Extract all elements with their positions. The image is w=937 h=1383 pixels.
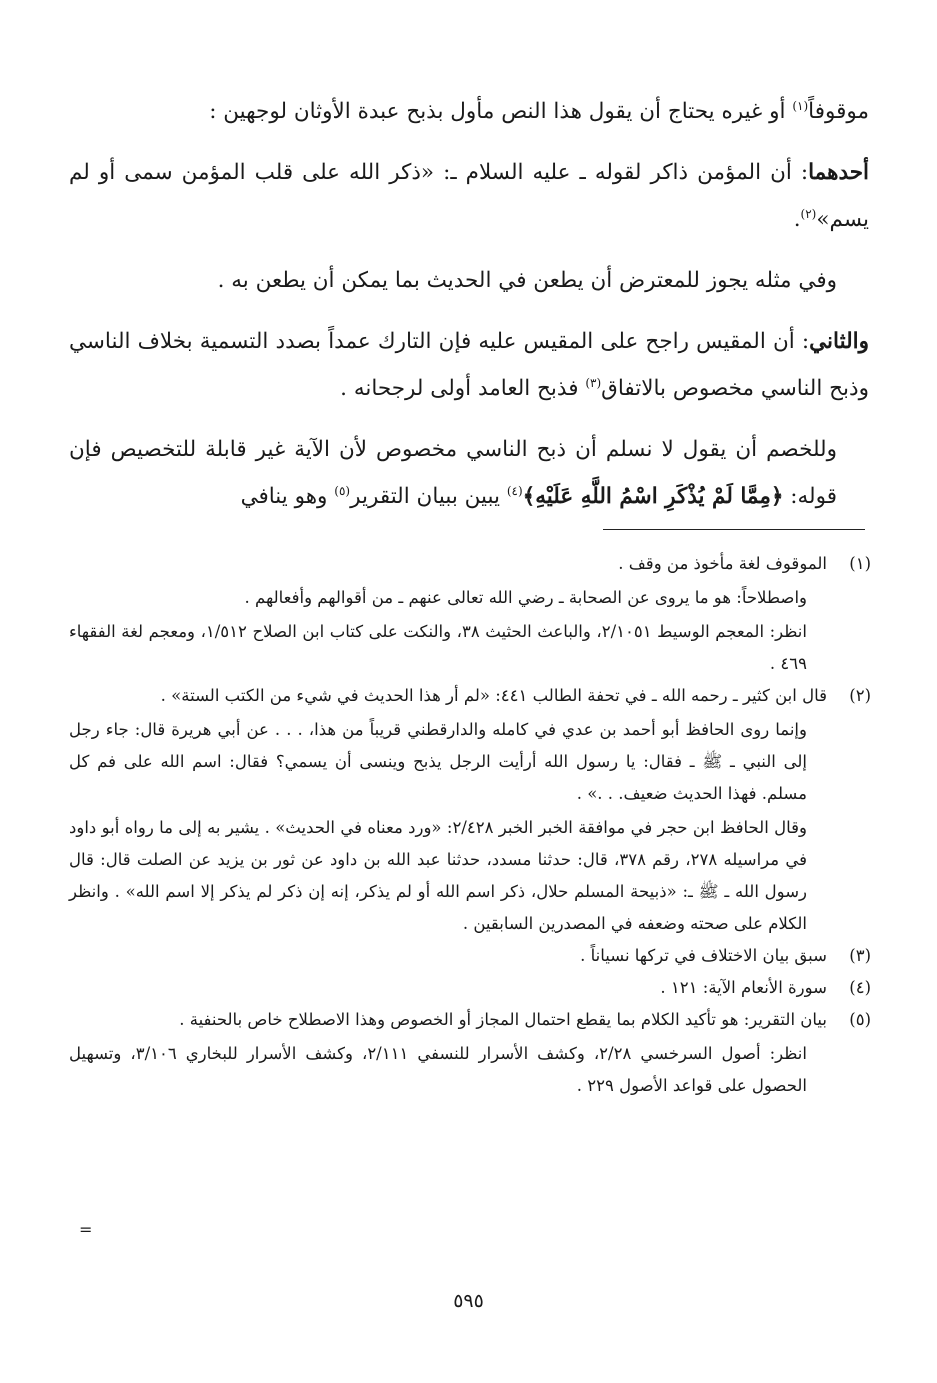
footnote-text: الموقوف لغة مأخوذ من وقف . bbox=[618, 554, 827, 573]
text: . bbox=[793, 207, 801, 232]
footnote-text: انظر: المعجم الوسيط ٢/١٠٥١، والباعث الحثيث ٣٨، والنكت على كتاب ابن الصلاح ١/٥١٢، ومعجم لغة الفقهاء ٤٦٩ . bbox=[69, 622, 807, 673]
footnote-text: سبق بيان الاختلاف في تركها نسياناً . bbox=[580, 946, 827, 965]
text: أو غيره يحتاج أن يقول هذا النص مأول بذبح عبدة الأوثان لوجهين : bbox=[209, 99, 793, 124]
footnote-5 bbox=[69, 1004, 871, 1102]
footnote-number: (٣) bbox=[849, 946, 871, 965]
text: يبين ببيان التقرير bbox=[350, 484, 507, 509]
footnote-separator bbox=[603, 529, 865, 530]
footnote-3 bbox=[69, 940, 871, 972]
footnote-number: (١) bbox=[849, 554, 871, 573]
text: وهو ينافي bbox=[240, 484, 335, 509]
paragraph-label: أحدهما bbox=[808, 160, 869, 185]
paragraph-opponent bbox=[69, 426, 869, 520]
paragraph-first-reason bbox=[69, 149, 869, 243]
footnote-1 bbox=[69, 548, 871, 680]
footnote-ref-2[interactable]: (٢) bbox=[800, 206, 817, 221]
paragraph-label: والثاني bbox=[809, 329, 869, 354]
text: موقوفاً bbox=[808, 99, 869, 124]
footnote-number: (٥) bbox=[849, 1010, 871, 1029]
footnote-text: بيان التقرير: هو تأكيد الكلام بما يقطع احتمال المجاز أو الخصوص وهذا الاصطلاح خاص بالحنفية . bbox=[179, 1010, 827, 1029]
footnote-text: قال ابن كثير ـ رحمه الله ـ في تحفة الطالب ٤٤١: «لم أر هذا الحديث في شيء من الكتب الستة» . bbox=[160, 686, 827, 705]
quran-verse: ﴿مِمَّا لَمْ يُذْكَرِ اسْمُ اللَّهِ عَلَيْهِ﴾ bbox=[522, 484, 784, 509]
footnote-text: واصطلاحاً: هو ما يروى عن الصحابة ـ رضي الله تعالى عنهم ـ من أقوالهم وأفعالهم . bbox=[244, 588, 807, 607]
text: : أن المؤمن ذاكر لقوله ـ عليه السلام ـ: «ذكر الله على قلب المؤمن سمى أو لم يسم» bbox=[69, 160, 869, 232]
text: وللخصم أن يقول لا نسلم أن ذبح الناسي مخصوص لأن الآية غير قابلة للتخصيص فإن قوله: bbox=[69, 437, 837, 509]
page-number: ٥٩٥ bbox=[453, 1290, 484, 1312]
footnotes bbox=[69, 548, 871, 1102]
footnote-number: (٢) bbox=[849, 686, 871, 705]
footnote-text: انظر: أصول السرخسي ٢/٢٨، وكشف الأسرار للنسفي ٢/١١١، وكشف الأسرار للبخاري ٣/١٠٦، وتسهيل الحصول على قواعد الأصول ٢٢٩ . bbox=[69, 1044, 807, 1095]
footnote-2 bbox=[69, 680, 871, 940]
paragraph-second-reason bbox=[69, 318, 869, 412]
paragraph-intro bbox=[69, 88, 869, 135]
footnote-4 bbox=[69, 972, 871, 1004]
main-text bbox=[69, 88, 869, 520]
footnote-ref-5[interactable]: (٥) bbox=[334, 483, 351, 498]
text: فذبح العامد أولى لرجحانه . bbox=[340, 376, 586, 401]
footnote-ref-1[interactable]: (١) bbox=[792, 98, 809, 113]
footnote-text: سورة الأنعام الآية: ١٢١ . bbox=[660, 978, 827, 997]
footnote-ref-4[interactable]: (٤) bbox=[506, 483, 523, 498]
footnote-number: (٤) bbox=[849, 978, 871, 997]
paragraph-objection: وفي مثله يجوز للمعترض أن يطعن في الحديث بما يمكن أن يطعن به . bbox=[217, 268, 837, 293]
footnote-text: وإنما روى الحافظ أبو أحمد بن عدي في كامله والدارقطني قريباً من هذا، . . . عن أبي هريرة قال: جاء رجل إلى النبي ـ ﷺ ـ فقال: يا رسول الله أرأيت الرجل يذبح وينسى أن يسمي؟ فقال: اسم الله على فم كل مسلم. فهذا الحديث ضعيف. . .» . bbox=[69, 720, 807, 803]
continuation-mark: = bbox=[79, 1220, 93, 1239]
footnote-ref-3[interactable]: (٣) bbox=[585, 375, 602, 390]
text: : أن المقيس راجح على المقيس عليه فإن التارك عمداً بصدد التسمية بخلاف الناسي وذبح الناسي مخصوص بالاتفاق bbox=[69, 329, 869, 401]
footnote-text: وقال الحافظ ابن حجر في موافقة الخبر الخبر ٢/٤٢٨: «ورد معناه في الحديث» . يشير به إلى ما رواه أبو داود في مراسيله ٢٧٨، رقم ٣٧٨، قال: حدثنا مسدد، حدثنا عبد الله بن داود عن ثور بن يزيد عن الصلت قال: قال رسول الله ـ ﷺ ـ: «ذبيحة المسلم حلال، ذكر اسم الله أو لم يذكر، إنه إن ذكر لم يذكر إلا اسم الله» . وانظر الكلام على صحته وضعفه في المصدرين السابقين . bbox=[69, 818, 807, 933]
